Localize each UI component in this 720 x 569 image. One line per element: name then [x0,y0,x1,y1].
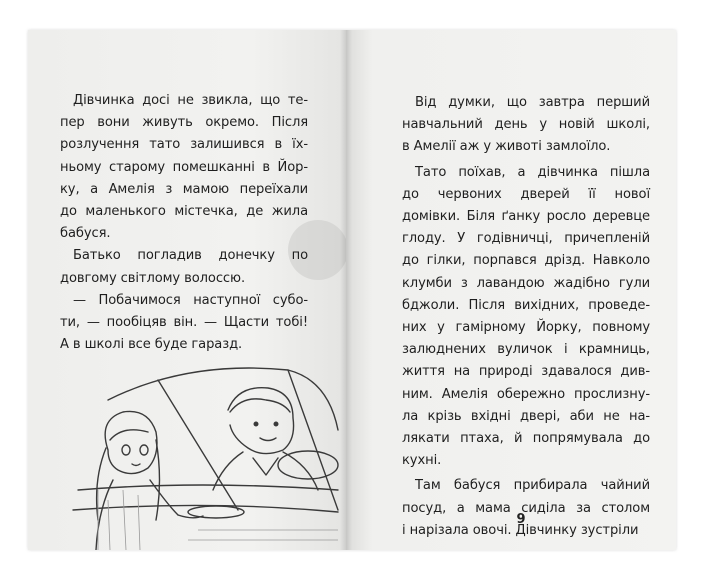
text-line: лякати птаха, й попрямувала до [402,431,650,447]
car-illustration [38,340,343,550]
text-line: і нарізала овочі. Дівчинку зустріли [402,522,639,538]
text-line: ним. Амелія обережно прослизну- [402,386,650,402]
text-line: пер вони живуть окремо. Після [60,115,308,131]
text-line: до гілки, порпався дрізд. Навколо [402,253,650,269]
text-line: життя на природі здавалося див- [402,364,650,380]
text-line: ку, а Амелія з мамою переїхали [60,181,308,197]
text-line: ти, — пообіцяв він. — Щасти тобі! [60,315,308,331]
paragraph [60,90,308,245]
text-line: ньому старому помешканні в Йор- [60,159,308,175]
text-line: до червоних дверей її нової [402,186,650,202]
text-line: кухні. [402,453,442,469]
text-line: домівки. Біля ґанку росло деревце [402,209,650,225]
left-page-text [60,90,308,356]
page-number: 9 [516,512,526,527]
open-book [28,30,676,550]
paragraph [402,92,650,159]
text-line: Батько погладив донечку по [73,248,308,264]
text-line: розлучення тато залишився в їх- [60,137,308,153]
text-line: бабуся. [60,226,111,242]
text-line: бджоли. Після вихідних, проведе- [402,297,650,313]
text-line: Тато поїхав, а дівчинка пішла [415,164,650,180]
text-line: Дівчинка досі не звикла, що те- [73,93,308,108]
text-line: посуд, а мама сиділа за столом [402,500,650,516]
left-page [28,30,346,550]
paragraph [402,475,650,542]
text-line: в Амелії аж у животі замлоїло. [402,139,611,155]
text-line: клумби з лавандою жадібно гули [402,275,650,291]
text-line: Від думки, що завтра перший [415,95,650,110]
text-line: глоду. У годівничці, причепленій [402,231,650,247]
text-line: ла крізь вхідні двері, аби не на- [402,408,650,424]
book-gutter [340,30,352,550]
text-line: А в школі все буде гаразд. [60,337,243,353]
text-line: до маленького містечка, де жила [60,204,308,220]
text-line: навчальний день у новій школі, [402,117,650,133]
text-line: довгому світлому волоссю. [60,270,246,286]
paragraph [60,245,308,289]
right-page-text [402,92,650,542]
right-page [346,30,676,550]
text-line: — Побачимося наступної субо- [73,292,308,308]
text-line: них у гамірному Йорку, повному [402,320,650,336]
text-line: Там бабуся прибирала чайний [415,478,650,494]
text-line: залюднених вуличок і крамниць, [402,342,650,358]
paragraph [402,162,650,473]
